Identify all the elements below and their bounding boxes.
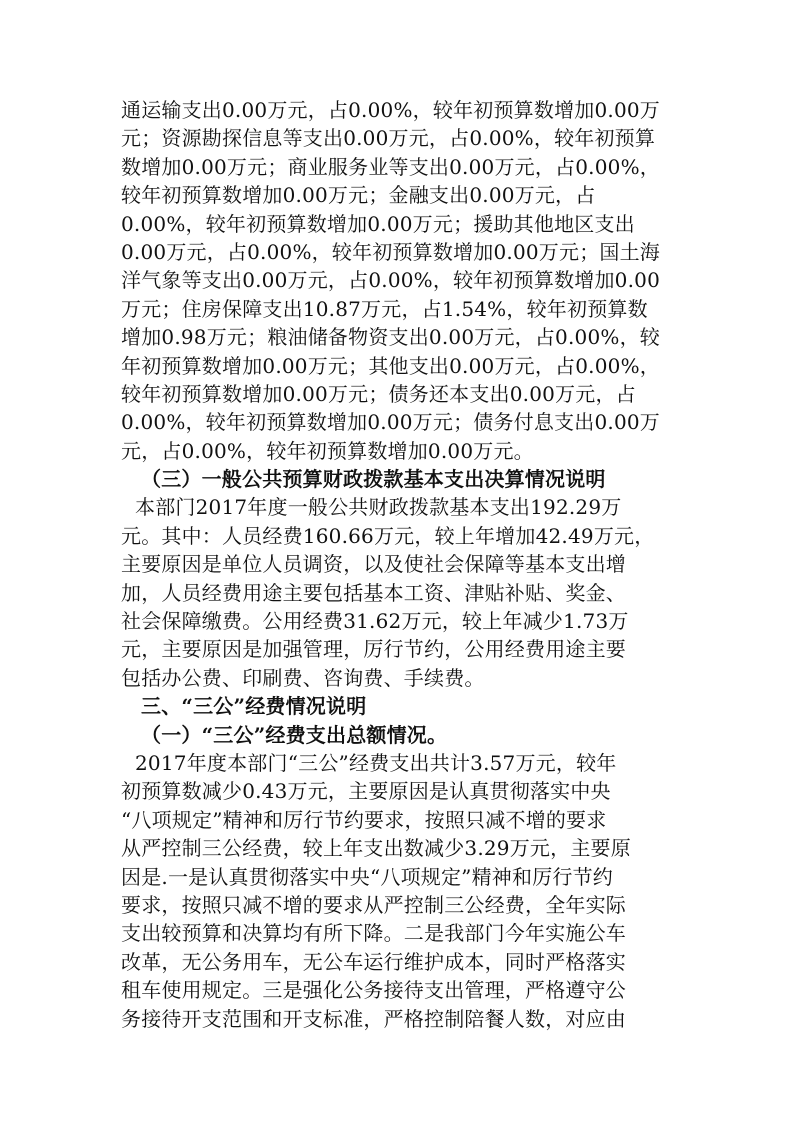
text-line: 元，主要原因是加强管理，厉行节约，公用经费用途主要: [121, 637, 626, 662]
text-line: 加，人员经费用途主要包括基本工资、津贴补贴、奖金、: [121, 580, 626, 605]
text-line: 初预算数减少0.43万元，主要原因是认真贯彻落实中央: [121, 779, 611, 804]
section-heading: （一）“三公”经费支出总额情况。: [141, 722, 448, 747]
text-line: 社会保障缴费。公用经费31.62万元，较上年减少1.73万: [121, 609, 629, 634]
text-line: 元，占0.00%，较年初预算数增加0.00万元。: [121, 438, 534, 463]
text-line: 元；资源勘探信息等支出0.00万元，占0.00%，较年初预算: [121, 126, 656, 151]
text-line: 年初预算数增加0.00万元；其他支出0.00万元，占0.00%，: [121, 353, 660, 378]
text-line: 主要原因是单位人员调资，以及使社会保障等基本支出增: [121, 552, 626, 577]
text-line: 万元；住房保障支出10.87万元，占1.54%，较年初预算数: [121, 296, 648, 321]
text-line: 0.00万元，占0.00%，较年初预算数增加0.00万元；国土海: [121, 239, 660, 264]
text-line: 较年初预算数增加0.00万元；金融支出0.00万元，占: [121, 183, 596, 208]
section-heading: 三、“三公”经费情况说明: [141, 694, 367, 719]
text-line: 因是.一是认真贯彻落实中央“八项规定”精神和厉行节约: [121, 864, 614, 889]
paragraph-first-line: 本部门2017年度一般公共财政拨款基本支出192.29万: [135, 495, 622, 520]
text-line: 洋气象等支出0.00万元，占0.00%，较年初预算数增加0.00: [121, 268, 660, 293]
text-line: 0.00%，较年初预算数增加0.00万元；援助其他地区支出: [121, 211, 635, 236]
text-line: 租车使用规定。三是强化公务接待支出管理，严格遵守公: [121, 978, 626, 1003]
text-line: 支出较预算和决算均有所下降。二是我部门今年实施公车: [121, 921, 626, 946]
text-line: 要求，按照只减不增的要求从严控制三公经费，全年实际: [121, 892, 626, 917]
text-line: “八项规定”精神和厉行节约要求，按照只减不增的要求: [121, 807, 607, 832]
text-line: 元。其中：人员经费160.66万元，较上年增加42.49万元，: [121, 523, 655, 548]
text-line: 包括办公费、印刷费、咨询费、手续费。: [121, 665, 485, 690]
text-line: 从严控制三公经费，较上年支出数减少3.29万元，主要原: [121, 836, 631, 861]
document-body: [121, 96, 676, 1033]
text-line: 数增加0.00万元；商业服务业等支出0.00万元，占0.00%，: [121, 154, 660, 179]
text-line: 务接待开支范围和开支标准，严格控制陪餐人数，对应由: [121, 1006, 626, 1031]
paragraph-first-line: 2017年度本部门“三公”经费支出共计3.57万元，较年: [135, 750, 617, 775]
text-line: 通运输支出0.00万元，占0.00%，较年初预算数增加0.00万: [121, 98, 660, 122]
text-line: 增加0.98万元；粮油储备物资支出0.00万元，占0.00%，较: [121, 325, 660, 350]
text-line: 较年初预算数增加0.00万元；债务还本支出0.00万元，占: [121, 381, 636, 406]
text-line: 0.00%，较年初预算数增加0.00万元；债务付息支出0.00万: [121, 410, 660, 435]
section-heading: （三）一般公共预算财政拨款基本支出决算情况说明: [141, 467, 606, 492]
text-line: 改革，无公务用车，无公车运行维护成本，同时严格落实: [121, 949, 626, 974]
